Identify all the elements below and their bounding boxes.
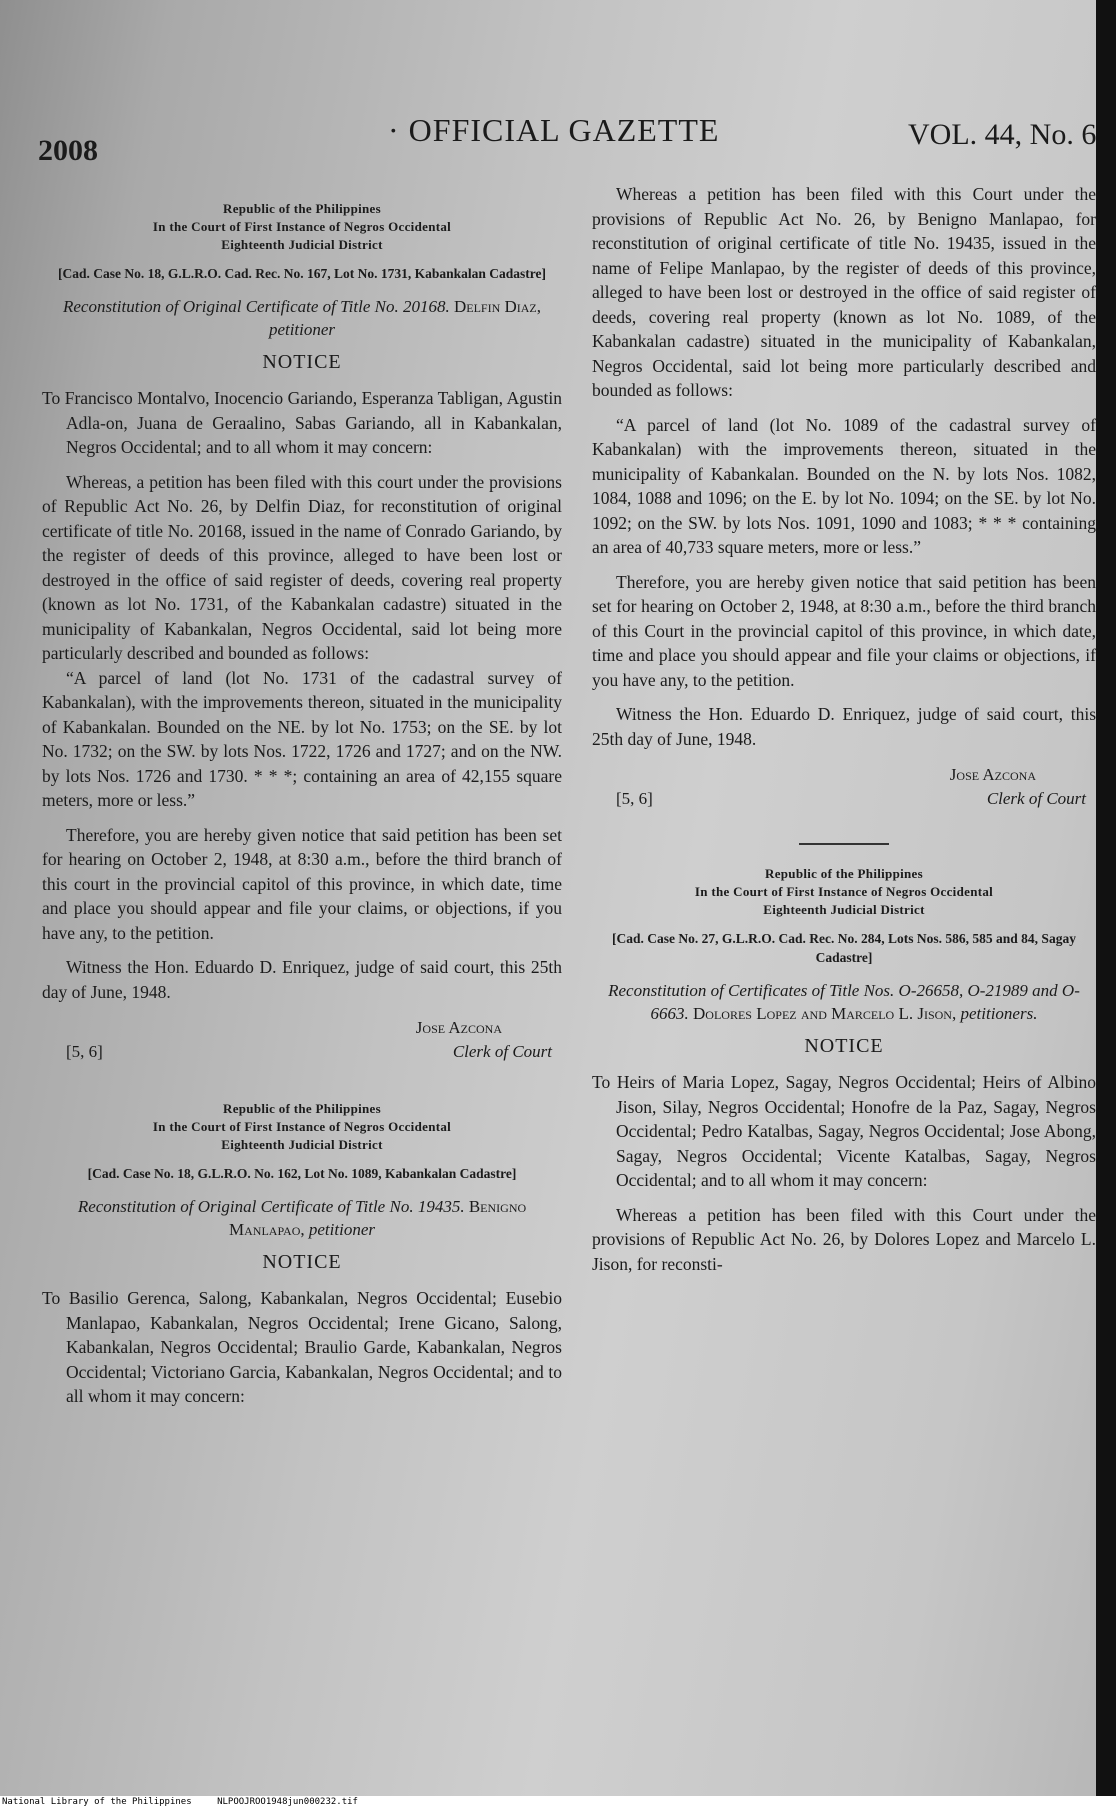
reconstitution-title-text: Reconstitution of Original Certificate of Title No. 19435. xyxy=(77,1197,465,1216)
case-reference: [Cad. Case No. 18, G.L.R.O. No. 162, Lot No. 1089, Kabankalan Cadastre] xyxy=(87,1166,517,1181)
parcel-description: “A parcel of land (lot No. 1731 of the cadastral survey of Kabankalan), with the improvements thereon, situated in the municipality of Kabankalan. Bounded on the NE. by lot No. 1753; on the SE. by lot No. 1732; on the SW. by lots Nos. 1722, 1726 and 1727; and on the NW. by lots Nos. 1726 and 1730. * * *; containing an area of 42,155 square meters, more or less.” xyxy=(42,667,562,810)
notice-2 xyxy=(42,1100,562,1409)
court-line: In the Court of First Instance of Negros Occidental xyxy=(152,1119,452,1134)
clerk-title: Clerk of Court xyxy=(452,1042,552,1061)
notice-3 xyxy=(592,865,1096,1276)
whereas-paragraph: Whereas, a petition has been filed with this court under the provisions of Republic Act No. 26, by Delfin Diaz, for reconstitution of original certificate of title No. 20168, issued in the name of Conrado Gariando, by the register of deeds of this province, alleged to have been lost or destroyed in the office of said register of deeds, covering real property (known as lot No. 1731, of the Kabankalan cadastre) situated in the municipality of Kabankalan, Negros Occidental, said lot being more particularly described and bounded as follows: xyxy=(42,471,562,663)
whereas-paragraph: Whereas a petition has been filed with this Court under the provisions of Republic Act No. 26, by Dolores Lopez and Marcelo L. Jison, for reconsti- xyxy=(592,1204,1096,1274)
republic-line: Republic of the Philippines xyxy=(223,1101,381,1116)
right-column xyxy=(592,182,1096,1276)
scan-edge xyxy=(1096,0,1116,1808)
petitioner-name: Benigno Manlapao, xyxy=(229,1197,527,1239)
witness-paragraph: Witness the Hon. Eduardo D. Enriquez, judge of said court, this 25th day of June, 1948. xyxy=(42,957,562,1002)
petitioner-name: Delfin Diaz, xyxy=(453,297,542,316)
page-header xyxy=(38,104,1096,167)
parcel-description: “A parcel of land (lot No. 1089 of the cadastral survey of Kabankalan) with the improvements thereon, situated in the municipality of Kabankalan. Bounded on the N. by lots Nos. 1082, 1084, 1088 and 1096; on the E. by lot No. 1094; on the SE. by lot No. 1092; on the SW. by lots Nos. 1091, 1090 and 1083; * * * containing an area of 40,733 square meters, more or less.” xyxy=(592,414,1096,557)
clerk-name: Jose Azcona xyxy=(415,1018,502,1037)
petitioner-role: petitioners. xyxy=(960,1004,1038,1023)
section-divider xyxy=(799,843,889,845)
signature-block xyxy=(42,1018,562,1070)
notice-heading: NOTICE xyxy=(262,1251,342,1273)
republic-line: Republic of the Philippines xyxy=(223,201,381,216)
issue-mark: [5, 6] xyxy=(66,1042,103,1061)
case-reference: [Cad. Case No. 18, G.L.R.O. Cad. Rec. No. 167, Lot No. 1731, Kabankalan Cadastre] xyxy=(57,266,547,281)
petitioner-name: Dolores Lopez and Marcelo L. Jison, xyxy=(693,1004,957,1023)
notice-heading: NOTICE xyxy=(262,351,342,373)
case-reference: [Cad. Case No. 27, G.L.R.O. Cad. Rec. No. 284, Lots Nos. 586, 585 and 84, Sagay Cadastre] xyxy=(612,931,1076,965)
hearing-paragraph: Therefore, you are hereby given notice that said petition has been set for hearing on October 2, 1948, at 8:30 a.m., before the third branch of this court in the provincial capitol of this province, in which date, time and place you should appear and file your claims, or objections, if you have any, to the petition. xyxy=(42,824,562,943)
notice-heading: NOTICE xyxy=(804,1035,884,1057)
clerk-name: Jose Azcona xyxy=(949,765,1036,784)
publication-title: · OFFICIAL GAZETTE xyxy=(388,112,720,148)
reconstitution-title xyxy=(42,295,562,341)
hearing-paragraph: Therefore, you are hereby given notice that said petition has been set for hearing on October 2, 1948, at 8:30 a.m., before the third branch of this Court in the provincial capitol of this province, in which date, time and place you should appear and file your claims or objections, if you have any, to the petition. xyxy=(592,571,1096,690)
clerk-title: Clerk of Court xyxy=(986,789,1086,808)
volume-number: VOL. 44, No. 6 xyxy=(908,118,1096,151)
addressees: To Francisco Montalvo, Inocencio Gariando, Esperanza Tabligan, Agustin Adla-on, Juana de Geraalino, Sabas Gariando, all in Kabankalan, Negros Occidental; and to all whom it may concern: xyxy=(42,388,562,457)
district-line: Eighteenth Judicial District xyxy=(221,237,383,252)
notice-2-continued xyxy=(592,182,1096,817)
page-number: 2008 xyxy=(38,134,98,167)
petitioner-role: petitioner xyxy=(308,1220,375,1239)
court-line: In the Court of First Instance of Negros Occidental xyxy=(694,884,994,899)
scan-filename: NLPOOJROO1948jun000232.tif xyxy=(217,1797,358,1807)
notice-1 xyxy=(42,200,562,1070)
reconstitution-title-text: Reconstitution of Certificates of Title Nos. O-26658, O-21989 and O-6663. xyxy=(608,981,1080,1023)
addressees: To Basilio Gerenca, Salong, Kabankalan, Negros Occidental; Eusebio Manlapao, Kabankalan, Negros Occidental; Irene Gicano, Salong, Kabankalan, Negros Occidental; Braulio Garde, Kabankalan, Negros Occidental; Victoriano Garcia, Kabankalan, Negros Occidental; and to all whom it may concern: xyxy=(42,1288,562,1406)
court-line: In the Court of First Instance of Negros Occidental xyxy=(152,219,452,234)
library-credit: National Library of the Philippines xyxy=(2,1797,192,1807)
republic-line: Republic of the Philippines xyxy=(765,866,923,881)
whereas-paragraph: Whereas a petition has been filed with this Court under the provisions of Republic Act No. 26, by Benigno Manlapao, for reconstitution of original certificate of title No. 19435, issued in the name of Felipe Manlapao, by the register of deeds of this province, alleged to have been lost or destroyed in the office of said register of deeds, covering real property (known as lot No. 1089, of the Kabankalan cadastre) situated in the municipality of Kabankalan, Negros Occidental, said lot being more particularly described and bounded as follows: xyxy=(592,184,1096,400)
signature-block xyxy=(592,765,1096,817)
scan-footer xyxy=(0,1796,1116,1808)
issue-mark: [5, 6] xyxy=(616,789,653,808)
district-line: Eighteenth Judicial District xyxy=(763,902,925,917)
left-column xyxy=(42,200,562,1409)
addressees: To Heirs of Maria Lopez, Sagay, Negros Occidental; Heirs of Albino Jison, Silay, Negros Occidental; Honofre de la Paz, Sagay, Negros Occidental; Pedro Katalbas, Sagay, Negros Occidental; Jose Abong, Sagay, Negros Occidental; Vicente Katalbas, Sagay, Negros Occidental; and to all whom it may concern: xyxy=(592,1072,1096,1190)
district-line: Eighteenth Judicial District xyxy=(221,1137,383,1152)
reconstitution-title xyxy=(592,979,1096,1025)
reconstitution-title-text: Reconstitution of Original Certificate of Title No. 20168. xyxy=(62,297,450,316)
reconstitution-title xyxy=(42,1195,562,1241)
petitioner-role: petitioner xyxy=(268,320,336,339)
witness-paragraph: Witness the Hon. Eduardo D. Enriquez, judge of said court, this 25th day of June, 1948. xyxy=(592,704,1096,749)
